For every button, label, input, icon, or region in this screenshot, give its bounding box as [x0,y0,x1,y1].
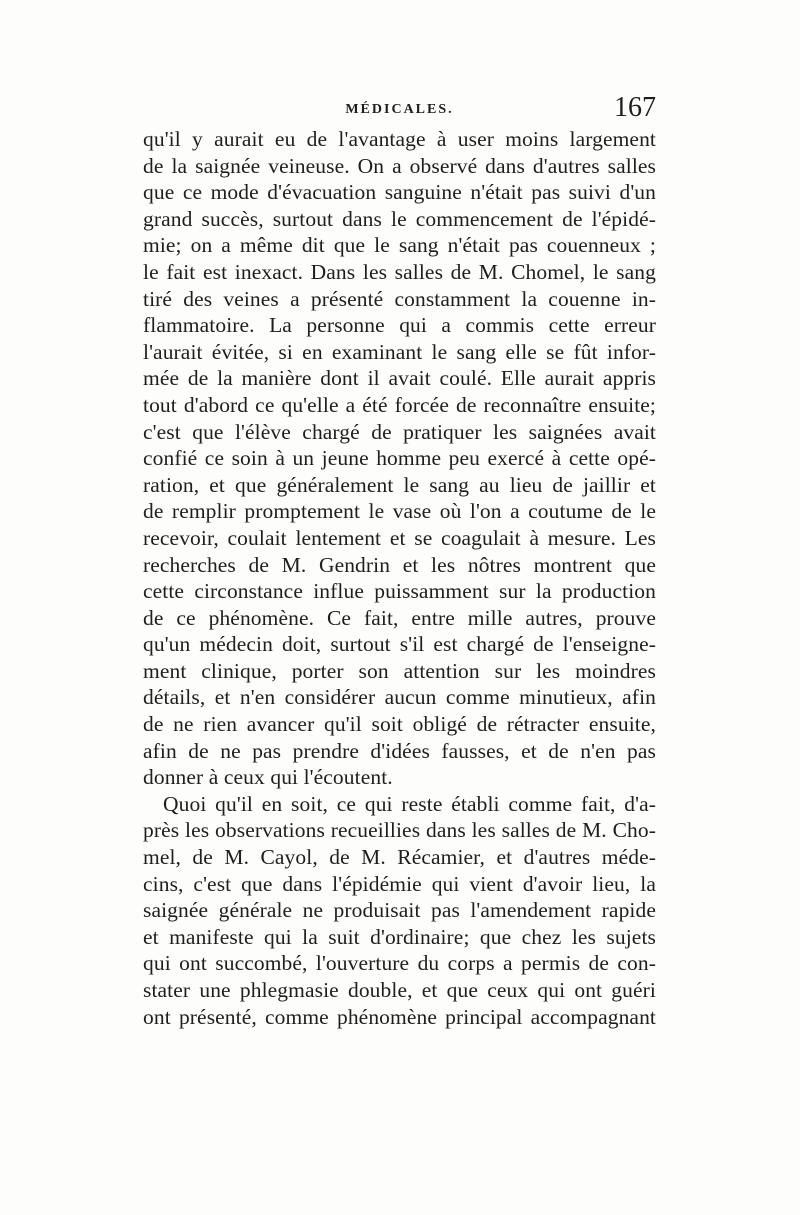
text-line: ont présenté, comme phénomène principal accompagnant [143,1004,656,1029]
text-line: ment clinique, porter son attention sur les moindres [143,658,656,683]
text-line: mée de la manière dont il avait coulé. Elle aurait appris [143,366,656,391]
text-line: recherches de M. Gendrin et les nôtres montrent que [143,552,656,577]
text-line: l'aurait évitée, si en examinant le sang elle se fût infor- [143,339,656,364]
text-line: que ce mode d'évacuation sanguine n'était pas suivi d'un [143,180,656,205]
text-line: de remplir promptement le vase où l'on a coutume de le [143,499,656,524]
text-line: le fait est inexact. Dans les salles de M. Chomel, le sang [143,259,656,284]
text-line: ration, et que généralement le sang au lieu de jaillir et [143,472,656,497]
page-number: 167 [614,92,656,123]
text-line: qui ont succombé, l'ouverture du corps a permis de con- [143,951,656,976]
text-line: détails, et n'en considérer aucun comme minutieux, afin [143,685,656,710]
text-line: stater une phlegmasie double, et que ceux qui ont guéri [143,978,656,1002]
page-header [143,92,656,130]
body-text [143,126,656,1030]
text-line: flammatoire. La personne qui a commis cette erreur [143,313,656,338]
text-line: et manifeste qui la suit d'ordinaire; que chez les sujets [143,924,656,949]
text-line: saignée générale ne produisait pas l'amendement rapide [143,898,656,923]
text-line: Quoi qu'il en soit, ce qui reste établi comme fait, d'a- [163,791,656,816]
text-line: confié ce soin à un jeune homme peu exercé à cette opé- [143,446,656,471]
text-line: de ce phénomène. Ce fait, entre mille autres, prouve [143,605,656,630]
text-line: afin de ne pas prendre d'idées fausses, et de n'en pas [143,738,656,763]
text-line: de la saignée veineuse. On a observé dans d'autres salles [143,153,656,178]
text-line: tiré des veines a présenté constamment la couenne in- [143,286,656,311]
text-line: cette circonstance influe puissamment sur la production [143,579,656,604]
text-line: grand succès, surtout dans le commencement de l'épidé- [143,206,656,231]
running-head: MÉDICALES. [345,102,454,117]
text-line: cins, c'est que dans l'épidémie qui vient d'avoir lieu, la [143,871,656,896]
text-line: donner à ceux qui l'écoutent. [143,765,393,790]
text-line: mie; on a même dit que le sang n'était pas couenneux ; [143,233,656,258]
text-line: près les observations recueillies dans les salles de M. Cho- [143,818,656,843]
text-line: mel, de M. Cayol, de M. Récamier, et d'autres méde- [143,845,656,870]
text-line: recevoir, coulait lentement et se coagulait à mesure. Les [143,525,656,550]
text-line: c'est que l'élève chargé de pratiquer les saignées avait [143,419,656,444]
text-line: de ne rien avancer qu'il soit obligé de rétracter ensuite, [143,712,656,737]
text-line: qu'un médecin doit, surtout s'il est chargé de l'enseigne- [143,632,656,657]
text-line: tout d'abord ce qu'elle a été forcée de reconnaître ensuite; [143,392,656,417]
text-line: qu'il y aurait eu de l'avantage à user moins largement [143,127,656,151]
